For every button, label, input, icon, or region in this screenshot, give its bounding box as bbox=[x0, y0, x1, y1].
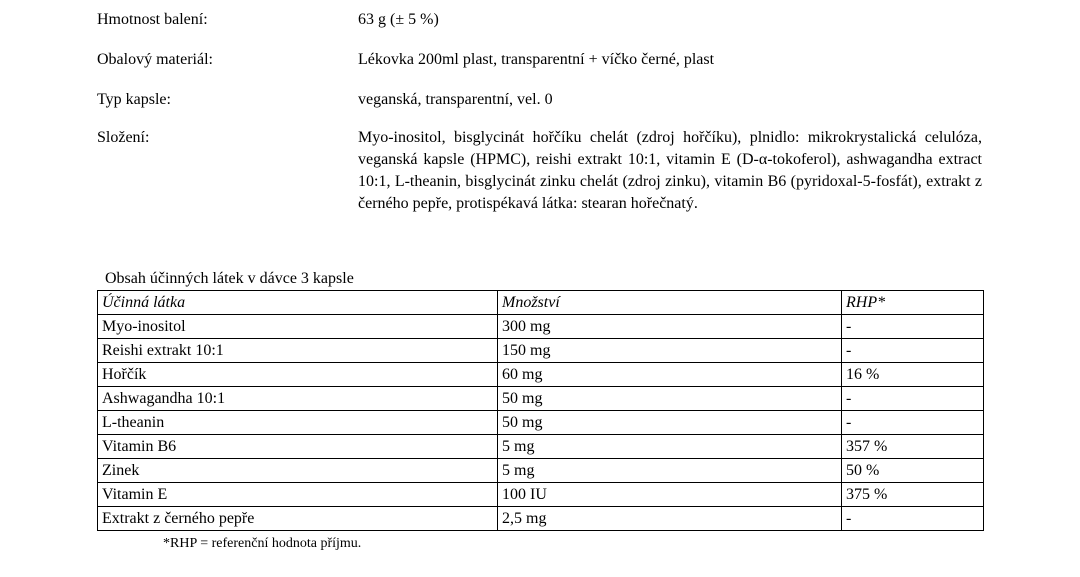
cell-ingredient: Zinek bbox=[98, 459, 498, 483]
ingredients-table bbox=[97, 290, 984, 531]
cell-rhp: 50 % bbox=[842, 459, 984, 483]
cell-amount: 50 mg bbox=[498, 411, 842, 435]
cell-rhp: - bbox=[842, 339, 984, 363]
cell-rhp: - bbox=[842, 411, 984, 435]
cell-rhp: - bbox=[842, 387, 984, 411]
cell-ingredient: Extrakt z černého pepře bbox=[98, 507, 498, 531]
cell-amount: 100 IU bbox=[498, 483, 842, 507]
table-row bbox=[98, 363, 984, 387]
header-rhp: RHP* bbox=[842, 291, 984, 315]
cell-rhp: - bbox=[842, 315, 984, 339]
table-row bbox=[98, 459, 984, 483]
cell-ingredient: Vitamin E bbox=[98, 483, 498, 507]
spec-label-packaging: Obalový materiál: bbox=[97, 51, 213, 68]
cell-ingredient: Reishi extrakt 10:1 bbox=[98, 339, 498, 363]
spec-value-weight: 63 g (± 5 %) bbox=[358, 11, 439, 28]
cell-amount: 60 mg bbox=[498, 363, 842, 387]
cell-ingredient: Ashwagandha 10:1 bbox=[98, 387, 498, 411]
cell-amount: 5 mg bbox=[498, 459, 842, 483]
cell-rhp: 16 % bbox=[842, 363, 984, 387]
composition-text: Myo-inositol, bisglycinát hořčíku chelát (zdroj hořčíku), plnidlo: mikrokrystalická celulóza, veganská kapsle (HPMC), reishi extrakt 10:1, vitamin E (D-α-tokoferol), ashwagandha extract 10:1, L-theanin, bisglycinát zinku chelát (zdroj zinku), vitamin B6 (pyridoxal-5-fosfát), extrakt z černého pepře, protispékavá látka: stearan hořečnatý. bbox=[358, 129, 982, 212]
spec-label-composition: Složení: bbox=[97, 129, 150, 146]
table-row bbox=[98, 411, 984, 435]
table-header-row bbox=[98, 291, 984, 315]
header-amount: Množství bbox=[498, 291, 842, 315]
table-row bbox=[98, 339, 984, 363]
cell-amount: 5 mg bbox=[498, 435, 842, 459]
cell-rhp: 375 % bbox=[842, 483, 984, 507]
spec-label-capsule-type: Typ kapsle: bbox=[97, 91, 171, 108]
cell-ingredient: Vitamin B6 bbox=[98, 435, 498, 459]
table-row bbox=[98, 387, 984, 411]
table-row bbox=[98, 507, 984, 531]
spec-value-capsule-type: veganská, transparentní, vel. 0 bbox=[358, 91, 553, 108]
table-row bbox=[98, 315, 984, 339]
cell-amount: 150 mg bbox=[498, 339, 842, 363]
cell-ingredient: Myo-inositol bbox=[98, 315, 498, 339]
spec-value-packaging: Lékovka 200ml plast, transparentní + víčko černé, plast bbox=[358, 51, 715, 68]
cell-rhp: 357 % bbox=[842, 435, 984, 459]
header-ingredient: Účinná látka bbox=[98, 291, 498, 315]
cell-ingredient: L-theanin bbox=[98, 411, 498, 435]
table-row bbox=[98, 483, 984, 507]
table-row bbox=[98, 435, 984, 459]
cell-rhp: - bbox=[842, 507, 984, 531]
cell-ingredient: Hořčík bbox=[98, 363, 498, 387]
cell-amount: 50 mg bbox=[498, 387, 842, 411]
spec-label-weight: Hmotnost balení: bbox=[97, 11, 208, 28]
rhp-footnote: *RHP = referenční hodnota příjmu. bbox=[163, 536, 362, 551]
cell-amount: 2,5 mg bbox=[498, 507, 842, 531]
cell-amount: 300 mg bbox=[498, 315, 842, 339]
table-caption: Obsah účinných látek v dávce 3 kapsle bbox=[105, 270, 354, 287]
